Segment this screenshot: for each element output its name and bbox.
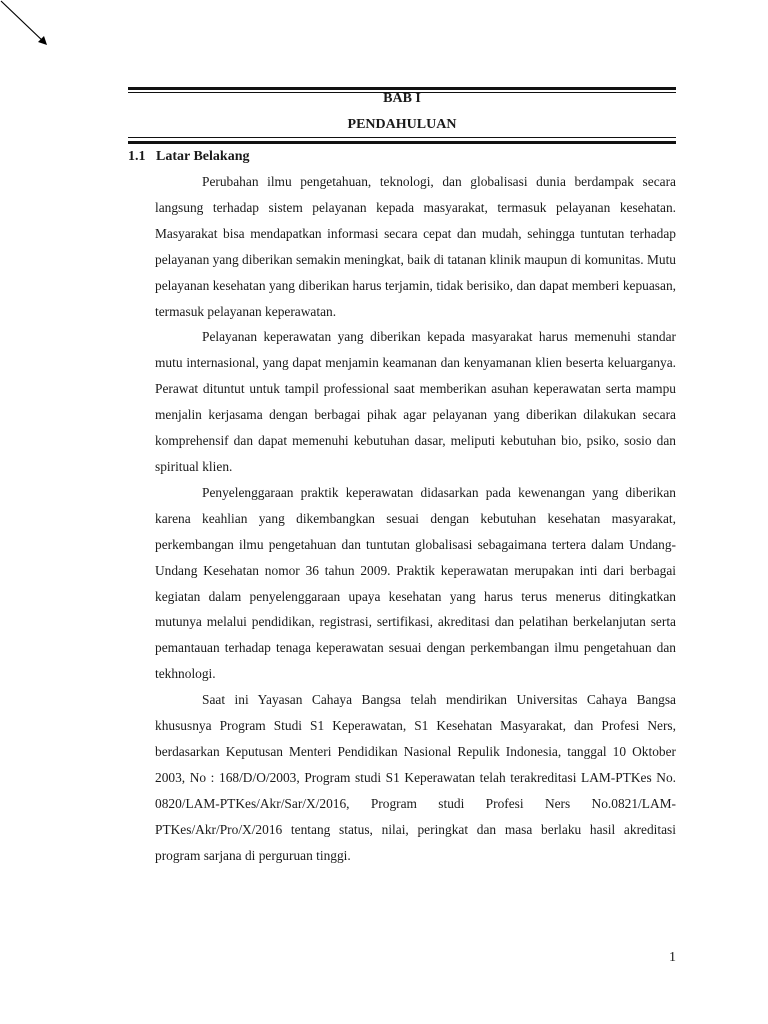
- paragraph: Pelayanan keperawatan yang diberikan kepada masyarakat harus memenuhi standar mutu internasional, yang dapat menjamin keamanan dan kenyamanan klien beserta keluarganya. Perawat dituntut untuk tampil professional saat memberikan asuhan keperawatan serta mampu menjalin kerjasama dengan berbagai pihak agar pelayanan yang diberikan dilakukan secara komprehensif dan dapat memenuhi kebutuhan dasar, meliputi kebutuhan bio, psiko, sosio dan spiritual klien.: [155, 329, 676, 474]
- header-rule-bottom: [128, 141, 676, 144]
- section-title: Latar Belakang: [156, 149, 250, 164]
- chapter-title: PENDAHULUAN: [347, 117, 457, 132]
- chapter-number: BAB I: [383, 91, 421, 106]
- header-rule-top: [128, 87, 676, 90]
- section-number: 1.1: [128, 149, 146, 164]
- body-text: [155, 169, 676, 868]
- page-number: 1: [669, 950, 676, 965]
- section-heading: [128, 149, 249, 165]
- paragraph: Saat ini Yayasan Cahaya Bangsa telah mendirikan Universitas Cahaya Bangsa khususnya Program Studi S1 Keperawatan, S1 Kesehatan Masyarakat, dan Profesi Ners, berdasarkan Keputusan Menteri Pendidikan Nasional Repulik Indonesia, tanggal 10 Oktober 2003, No : 168/D/O/2003, Program studi S1 Keperawatan telah terakreditasi LAM-PTKes No. 0820/LAM-PTKes/Akr/Sar/X/2016, Program studi Profesi Ners No.0821/LAM-PTKes/Akr/Pro/X/2016 tentang status, nilai, peringkat dan masa berlaku hasil akreditasi program sarjana di perguruan tinggi.: [155, 692, 676, 863]
- header-rule-bottom-thin: [128, 137, 676, 138]
- paragraph: Penyelenggaraan praktik keperawatan didasarkan pada kewenangan yang diberikan karena keahlian yang dikembangkan sesuai dengan kebutuhan kesehatan masyarakat, perkembangan ilmu pengetahuan dan tuntutan globalisasi sebagaimana tertera dalam Undang-Undang Kesehatan nomor 36 tahun 2009. Praktik keperawatan merupakan inti dari berbagai kegiatan dalam penyelenggaraan upaya kesehatan yang harus terus menerus ditingkatkan mutunya melalui pendidikan, registrasi, sertifikasi, akreditasi dan pelatihan berkelanjutan serta pemantauan terhadap tenaga keperawatan sesuai dengan perkembangan ilmu pengetahuan dan tekhnologi.: [155, 484, 676, 682]
- paragraph: Perubahan ilmu pengetahuan, teknologi, dan globalisasi dunia berdampak secara langsung terhadap sistem pelayanan kepada masyarakat, termasuk pelayanan kesehatan. Masyarakat bisa mendapatkan informasi secara cepat dan mudah, sehingga tuntutan terhadap pelayanan yang diberikan semakin meningkat, baik di tatanan klinik maupun di komunitas. Mutu pelayanan kesehatan yang diberikan harus terjamin, tidak berisiko, dan dapat memberi kepuasan, termasuk pelayanan keperawatan.: [155, 174, 676, 319]
- arrow-cursor-icon: [0, 0, 52, 48]
